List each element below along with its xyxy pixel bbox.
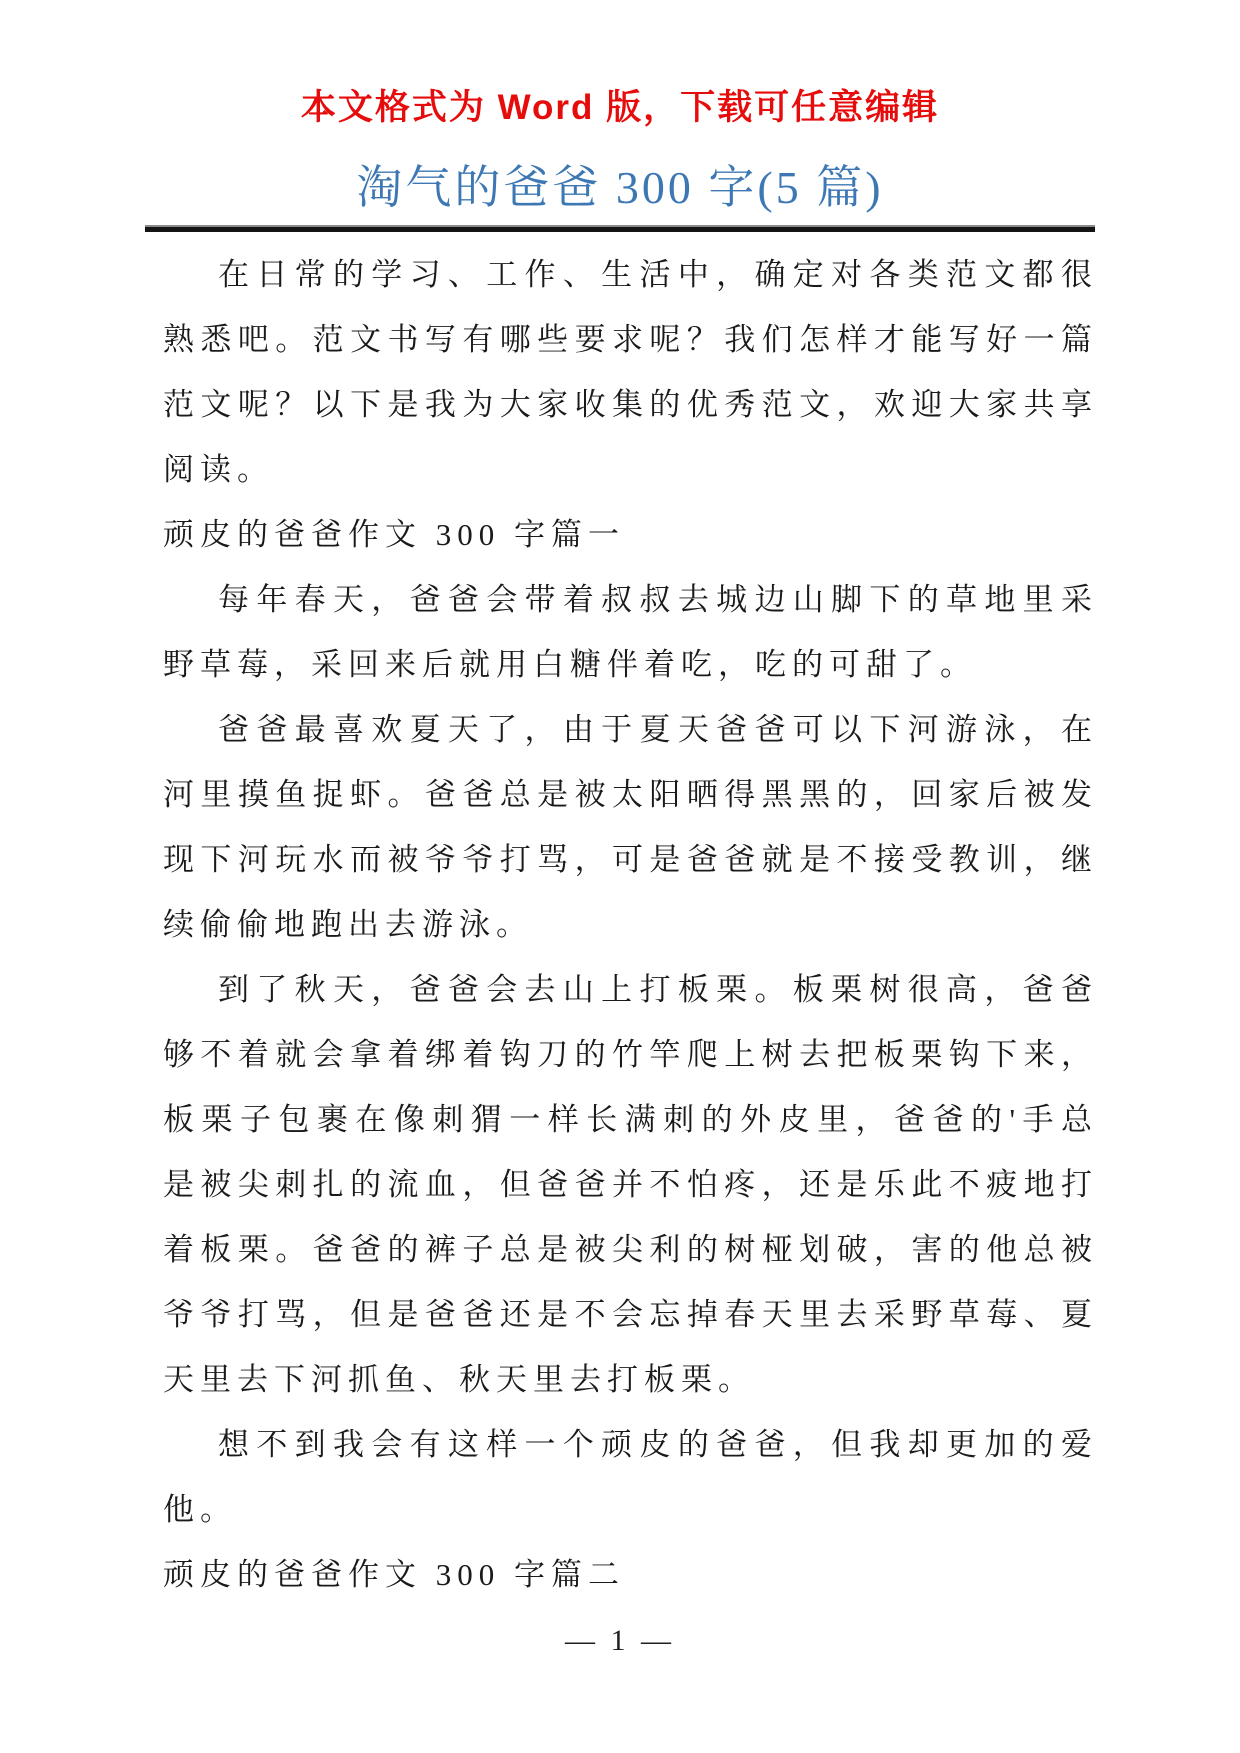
page-title: 淘气的爸爸 300 字(5 篇) (356, 162, 884, 213)
paragraph: 在日常的学习、工作、生活中，确定对各类范文都很熟悉吧。范文书写有哪些要求呢？我们怎样才能写好一篇范文呢？以下是我为大家收集的优秀范文，欢迎大家共享阅读。 (163, 257, 1098, 487)
paragraph: 到了秋天，爸爸会去山上打板栗。板栗树很高，爸爸够不着就会拿着绑着钩刀的竹竿爬上树去把板栗钩下来，板栗子包裹在像刺猬一样长满刺的外皮里，爸爸的'手总是被尖刺扎的流血，但爸爸并不怕疼，还是乐此不疲地打着板栗。爸爸的裤子总是被尖利的树桠划破，害的他总被爷爷打骂，但是爸爸还是不会忘掉春天里去采野草莓、夏天里去下河抓鱼、秋天里去打板栗。 (163, 972, 1098, 1397)
format-notice: 本文格式为 Word 版，下载可任意编辑 (300, 88, 940, 127)
section-heading: 顽皮的爸爸作文 300 字篇一 (163, 517, 625, 552)
paragraph: 爸爸最喜欢夏天了，由于夏天爸爸可以下河游泳，在河里摸鱼捉虾。爸爸总是被太阳晒得黑黑的，回家后被发现下河玩水而被爷爷打骂，可是爸爸就是不接受教训，继续偷偷地跑出去游泳。 (163, 712, 1098, 942)
document-content (163, 242, 1098, 1607)
paragraph: 每年春天，爸爸会带着叔叔去城边山脚下的草地里采野草莓，采回来后就用白糖伴着吃，吃的可甜了。 (163, 582, 1098, 682)
paragraph: 想不到我会有这样一个顽皮的爸爸，但我却更加的爱他。 (163, 1427, 1098, 1527)
title-divider (145, 227, 1095, 232)
section-heading: 顽皮的爸爸作文 300 字篇二 (163, 1557, 625, 1592)
page-number: — 1 — (565, 1624, 675, 1657)
